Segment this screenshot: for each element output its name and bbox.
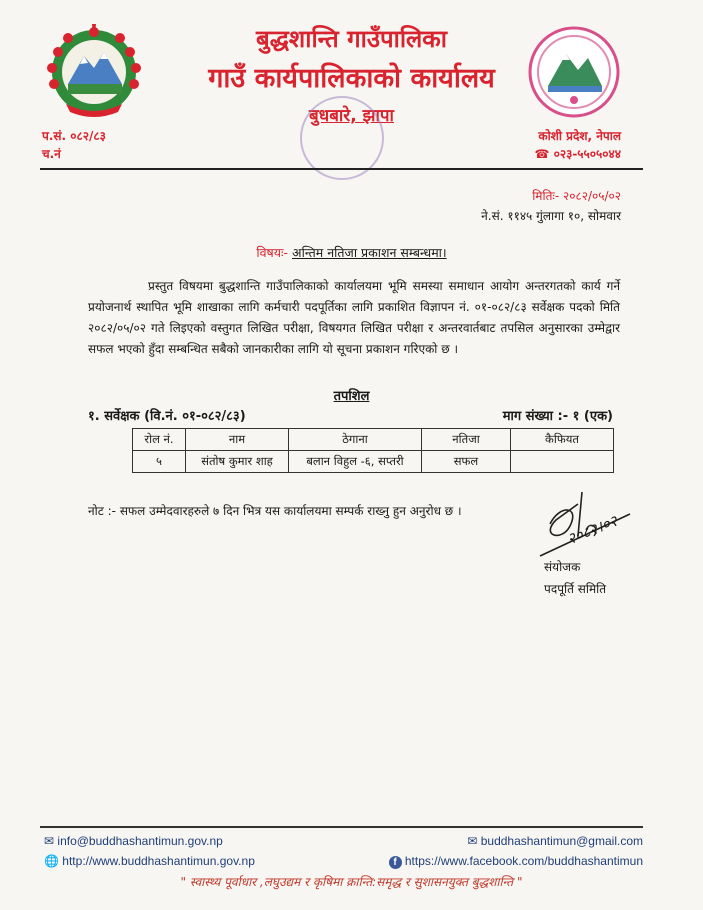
- facebook-icon: f: [389, 856, 402, 869]
- demand-count: माग संख्या :- १ (एक): [502, 409, 613, 424]
- phone-number: ☎ ०२३-५५०५०४४: [534, 147, 621, 161]
- body-paragraph: प्रस्तुत विषयमा बुद्धशान्ति गाउँपालिकाको कार्यालयमा भूमि समस्या समाधान आयोग अन्तरगतको कार्य गर्ने प्रयोजनार्थ स्थापित भूमि शाखाका लागि कर्मचारी पदपूर्तिका लागि प्रकाशित विज्ञापन नं. ०१-०८२/८३ सर्वेक्षक पदको मिति २०८२/०५/०२ गते लिइएको वस्तुगत लिखित परीक्षा, विषयगत लिखित परीक्षा र अन्तरवार्तबाट तपसिल अनुसारका उम्मेद्वार सफल भएको हुँदा सम्बन्धित सबैको जानकारीका लागि यो सूचना प्रकाशन गरिएको छ ।: [88, 279, 620, 356]
- subject-line: [0, 244, 703, 261]
- dispatch-number: च.नं: [42, 147, 61, 161]
- signatory-block: [544, 556, 606, 600]
- remarks-cell: [511, 451, 614, 473]
- mail-icon: ✉: [44, 834, 55, 848]
- contact-block: [534, 127, 621, 163]
- footer-email-official-text: info@buddhashantimun.gov.np: [57, 834, 223, 848]
- ref-number: प.सं. ०८२/८३: [42, 129, 106, 143]
- reference-block: [42, 127, 106, 163]
- footer-slogan: " स्वास्थ्य पूर्वाधार ,लघुउद्यम र कृषिमा क्रान्ति:समृद्ध र सुशासनयुक्त बुद्धशान्ति ": [180, 875, 523, 889]
- signature-handwritten-date: २०८२।०२: [564, 511, 620, 549]
- subject-label: विषयः-: [256, 245, 289, 260]
- footer-email-gmail-text: buddhashantimun@gmail.com: [480, 834, 643, 848]
- column-header: ठेगाना: [289, 429, 422, 451]
- column-header: नतिजा: [422, 429, 511, 451]
- result-cell: सफल: [422, 451, 511, 473]
- footer-email-gmail[interactable]: [467, 834, 643, 848]
- footer-email-official[interactable]: [44, 834, 223, 848]
- letter-date: मितिः- २०८२/०५/०२: [532, 189, 621, 203]
- footer-facebook-link[interactable]: [389, 854, 643, 869]
- roll-number-cell: ५: [133, 451, 186, 473]
- column-header: नाम: [186, 429, 289, 451]
- name-cell: संतोष कुमार शाह: [186, 451, 289, 473]
- nepal-sambat-date: ने.सं. ११४५ गुंलागा १०, सोमवार: [481, 209, 621, 223]
- column-header: कैफियत: [511, 429, 614, 451]
- header-divider: [40, 168, 643, 170]
- address-cell: बलान विहुल -६, सप्तरी: [289, 451, 422, 473]
- mail-icon: ✉: [467, 834, 478, 848]
- result-table: [132, 428, 614, 473]
- table-row: [133, 451, 614, 473]
- province: कोशी प्रदेश, नेपाल: [538, 129, 621, 143]
- note-text: नोट :- सफल उम्मेदवारहरुले ७ दिन भित्र यस कार्यालयमा सम्पर्क राख्नु हुन अनुरोध छ ।: [88, 504, 462, 518]
- signatory-role: संयोजक: [544, 560, 581, 574]
- subject-text: अन्तिम नतिजा प्रकाशन सम्बन्धमा।: [292, 245, 447, 260]
- footer-website-text: http://www.buddhashantimun.gov.np: [62, 854, 255, 868]
- municipality-name: बुद्धशान्ति गाउँपालिका: [256, 25, 447, 53]
- table-header-row: [133, 429, 614, 451]
- post-title: १. सर्वेक्षक (वि.नं. ०१-०८२/८३): [88, 409, 246, 424]
- footer-divider: [40, 826, 643, 828]
- committee-name: पदपूर्ति समिति: [544, 582, 607, 596]
- footer-website-link[interactable]: [44, 854, 255, 868]
- office-address-text: बुधबारे, झापा: [309, 106, 394, 126]
- office-name: गाउँ कार्यपालिकाको कार्यालय: [208, 63, 495, 94]
- globe-icon: 🌐: [44, 854, 59, 868]
- column-header: रोल नं.: [133, 429, 186, 451]
- date-block: [481, 186, 621, 226]
- footer-facebook-text: https://www.facebook.com/buddhashantimun: [404, 854, 643, 868]
- details-heading: तपशिल: [333, 389, 370, 404]
